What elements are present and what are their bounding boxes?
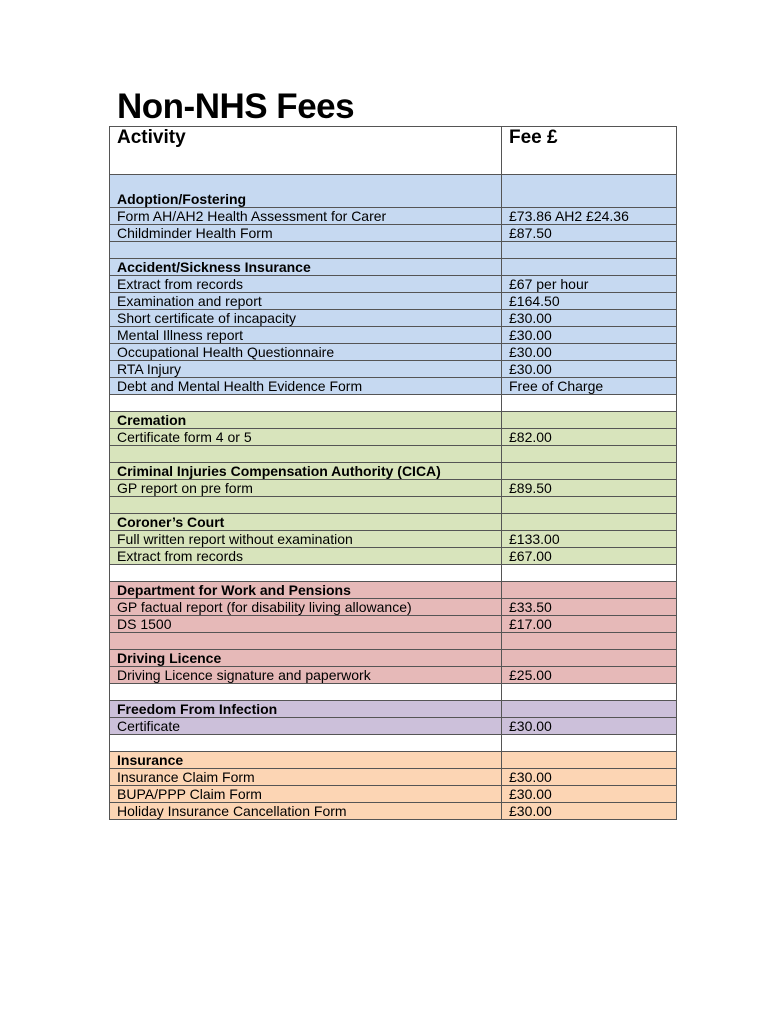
table-row [110, 531, 677, 548]
fee-cell: £30.00 [502, 361, 677, 378]
table-row [110, 225, 677, 242]
page-title: Non-NHS Fees [117, 87, 355, 126]
fee-cell: £87.50 [502, 225, 677, 242]
section-heading-row [110, 463, 677, 480]
section-heading: Coroner’s Court [110, 514, 502, 531]
fee-cell: £30.00 [502, 310, 677, 327]
fee-cell [502, 497, 677, 514]
table-row [110, 803, 677, 820]
activity-cell: Mental Illness report [110, 327, 502, 344]
activity-cell [110, 395, 502, 412]
fee-cell: £67.00 [502, 548, 677, 565]
table-header-row [110, 127, 677, 175]
spacer-row [110, 735, 677, 752]
activity-cell: Insurance Claim Form [110, 769, 502, 786]
fee-cell [502, 242, 677, 259]
fee-column-header: Fee £ [502, 127, 677, 175]
spacer-row [110, 446, 677, 463]
fee-cell [502, 582, 677, 599]
activity-cell: Holiday Insurance Cancellation Form [110, 803, 502, 820]
fee-cell [502, 633, 677, 650]
table-row [110, 480, 677, 497]
fee-cell [502, 701, 677, 718]
table-row [110, 293, 677, 310]
activity-cell: Examination and report [110, 293, 502, 310]
activity-cell [110, 684, 502, 701]
activity-cell: Occupational Health Questionnaire [110, 344, 502, 361]
section-heading-row [110, 514, 677, 531]
fee-cell: £25.00 [502, 667, 677, 684]
fee-cell: £17.00 [502, 616, 677, 633]
activity-cell: Form AH/AH2 Health Assessment for Carer [110, 208, 502, 225]
fee-cell [502, 650, 677, 667]
fee-cell [502, 463, 677, 480]
activity-cell: Certificate form 4 or 5 [110, 429, 502, 446]
section-heading: Adoption/Fostering [110, 175, 502, 208]
spacer-row [110, 565, 677, 582]
fee-cell: Free of Charge [502, 378, 677, 395]
activity-cell: Debt and Mental Health Evidence Form [110, 378, 502, 395]
fee-cell: £30.00 [502, 769, 677, 786]
table-row [110, 310, 677, 327]
section-heading-row [110, 175, 677, 208]
section-heading: Cremation [110, 412, 502, 429]
spacer-row [110, 242, 677, 259]
fee-cell [502, 259, 677, 276]
activity-cell: DS 1500 [110, 616, 502, 633]
activity-cell: Extract from records [110, 276, 502, 293]
activity-column-header: Activity [110, 127, 502, 175]
table-row [110, 327, 677, 344]
section-heading: Driving Licence [110, 650, 502, 667]
fee-cell: £30.00 [502, 803, 677, 820]
activity-cell [110, 633, 502, 650]
activity-cell: Extract from records [110, 548, 502, 565]
table-row [110, 378, 677, 395]
section-heading-row [110, 752, 677, 769]
table-row [110, 786, 677, 803]
section-heading-row [110, 701, 677, 718]
fee-cell [502, 175, 677, 208]
fee-cell [502, 412, 677, 429]
table-row [110, 344, 677, 361]
fee-cell [502, 752, 677, 769]
table-row [110, 769, 677, 786]
activity-cell: Full written report without examination [110, 531, 502, 548]
fee-cell: £133.00 [502, 531, 677, 548]
activity-cell: Childminder Health Form [110, 225, 502, 242]
spacer-row [110, 497, 677, 514]
section-heading: Freedom From Infection [110, 701, 502, 718]
section-heading: Insurance [110, 752, 502, 769]
spacer-row [110, 395, 677, 412]
fee-cell: £73.86 AH2 £24.36 [502, 208, 677, 225]
activity-cell [110, 735, 502, 752]
fee-cell: £164.50 [502, 293, 677, 310]
fee-cell [502, 446, 677, 463]
table-row [110, 361, 677, 378]
fee-cell: £30.00 [502, 344, 677, 361]
activity-cell: Certificate [110, 718, 502, 735]
fees-table-body [110, 175, 677, 820]
fee-cell [502, 735, 677, 752]
section-heading: Criminal Injuries Compensation Authority (CICA) [110, 463, 502, 480]
fee-cell [502, 684, 677, 701]
activity-cell: GP report on pre form [110, 480, 502, 497]
table-row [110, 599, 677, 616]
activity-cell: GP factual report (for disability living allowance) [110, 599, 502, 616]
fees-table [109, 126, 677, 820]
activity-cell [110, 565, 502, 582]
fee-cell [502, 565, 677, 582]
fee-cell: £30.00 [502, 327, 677, 344]
activity-cell: Short certificate of incapacity [110, 310, 502, 327]
activity-cell [110, 497, 502, 514]
activity-cell: Driving Licence signature and paperwork [110, 667, 502, 684]
fee-cell [502, 514, 677, 531]
fee-cell: £30.00 [502, 786, 677, 803]
fee-cell: £67 per hour [502, 276, 677, 293]
section-heading-row [110, 259, 677, 276]
fee-cell: £33.50 [502, 599, 677, 616]
fee-cell [502, 395, 677, 412]
spacer-row [110, 684, 677, 701]
activity-cell [110, 242, 502, 259]
table-row [110, 616, 677, 633]
section-heading-row [110, 582, 677, 599]
spacer-row [110, 633, 677, 650]
section-heading-row [110, 650, 677, 667]
activity-cell [110, 446, 502, 463]
section-heading: Department for Work and Pensions [110, 582, 502, 599]
table-row [110, 718, 677, 735]
section-heading: Accident/Sickness Insurance [110, 259, 502, 276]
section-heading-row [110, 412, 677, 429]
fee-cell: £89.50 [502, 480, 677, 497]
table-row [110, 276, 677, 293]
table-row [110, 667, 677, 684]
fee-cell: £82.00 [502, 429, 677, 446]
fee-cell: £30.00 [502, 718, 677, 735]
table-row [110, 548, 677, 565]
activity-cell: BUPA/PPP Claim Form [110, 786, 502, 803]
table-row [110, 208, 677, 225]
activity-cell: RTA Injury [110, 361, 502, 378]
table-row [110, 429, 677, 446]
